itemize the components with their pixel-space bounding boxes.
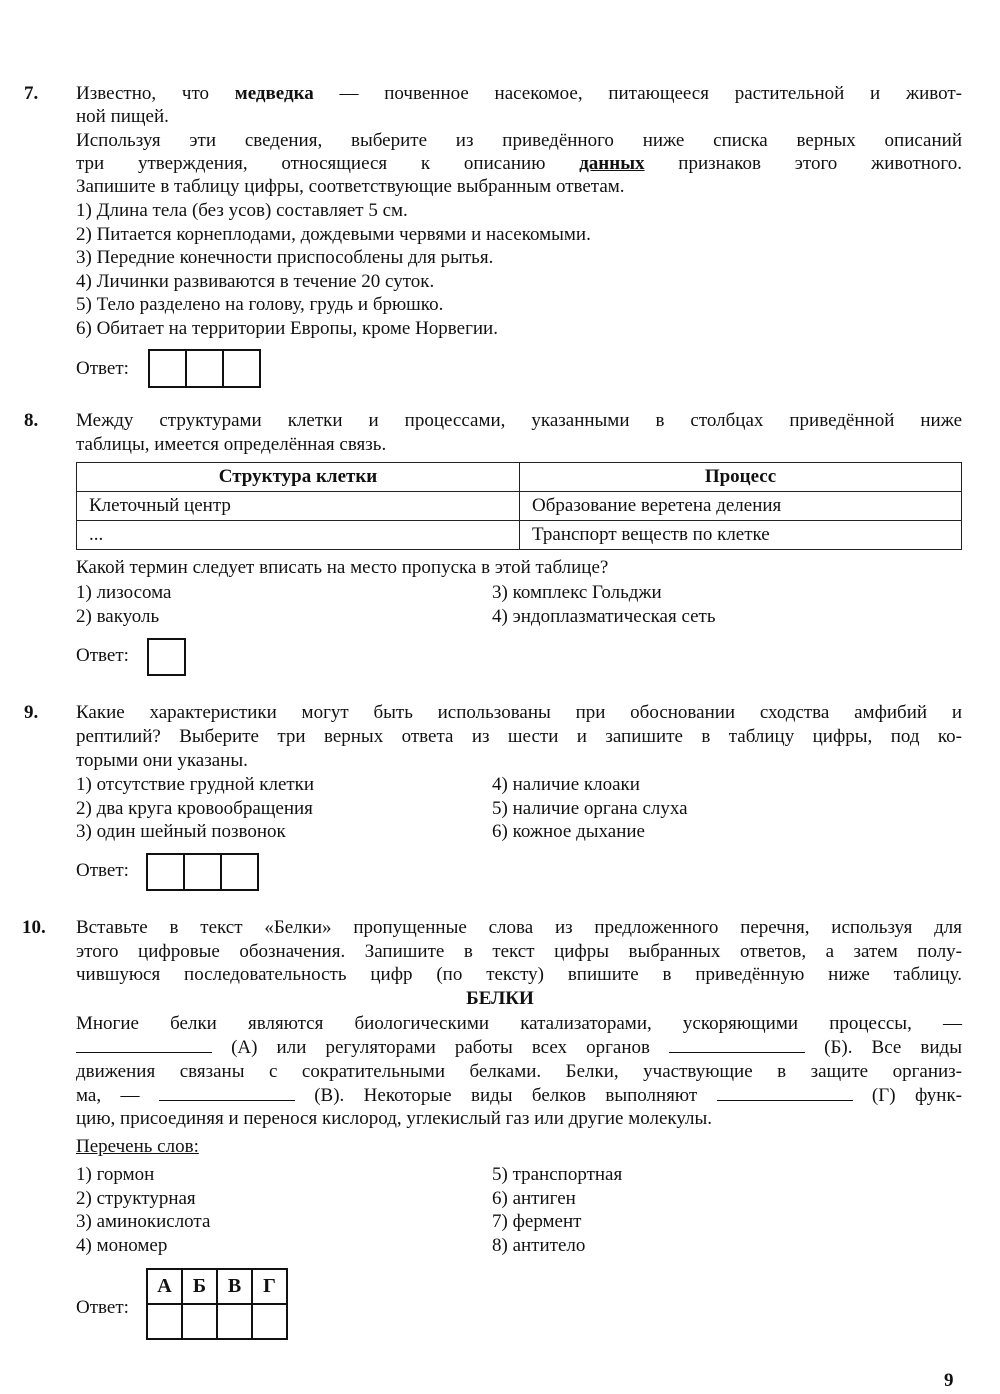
option: 6) антиген [492,1188,576,1209]
page-number: 9 [944,1370,954,1391]
option: 1) гормон [76,1164,155,1185]
option: 4) эндоплазматическая сеть [492,606,716,627]
option: 2) вакуоль [76,606,160,627]
option: 2) два круга кровообращения [76,798,313,819]
option: 4) Личинки развиваются в течение 20 суток. [76,271,435,292]
option: 5) Тело разделено на голову, грудь и брюшко. [76,294,444,315]
q9-line: рептилий? Выберите три верных ответа из шести и запишите в таблицу цифры, под ко- [76,726,962,747]
answer-boxes[interactable] [147,638,186,676]
answer-cell[interactable] [182,1304,217,1339]
answer-box[interactable] [148,855,185,889]
table-header: Процесс [520,463,962,492]
option: 7) фермент [492,1211,582,1232]
table-row [77,492,962,521]
text: (Б). Все виды [805,1037,962,1058]
q8-line: Между структурами клетки и процессами, указанными в столбцах приведённой ниже [76,410,962,431]
answer-boxes[interactable] [148,349,261,388]
blank-v[interactable] [159,1084,295,1101]
blank-b[interactable] [669,1036,805,1053]
q7-line: Запишите в таблицу цифры, соответствующие выбранным ответам. [76,176,625,197]
answer-box[interactable] [222,855,257,889]
text: — почвенное насекомое, питающееся растительной и живот- [313,83,962,104]
text: (А) или регуляторами работы всех органов [212,1037,670,1058]
answer-table[interactable] [146,1268,288,1340]
table-cell: ... [77,521,520,550]
q10-line: чившуюся последовательность цифр (по тексту) впишите в приведённую ниже таблицу. [76,964,962,985]
question-number: 9. [24,702,39,723]
q8-question: Какой термин следует вписать на место пропуска в этой таблице? [76,557,609,578]
text: ма, — [76,1085,159,1106]
option: 5) транспортная [492,1164,623,1185]
question-number: 7. [24,83,39,104]
answer-cell[interactable] [147,1304,182,1339]
answer-label: Ответ: [76,860,129,881]
answer-boxes[interactable] [146,853,259,891]
option: 1) отсутствие грудной клетки [76,774,315,795]
option: 6) кожное дыхание [492,821,645,842]
question-number: 8. [24,410,39,431]
answer-cell[interactable] [252,1304,287,1339]
answer-header: А [147,1269,182,1304]
bold-term: медведка [234,83,314,104]
option: 8) антитело [492,1235,586,1256]
q7-line [76,152,962,176]
q7-line: Используя эти сведения, выберите из приведённого ниже списка верных описаний [76,130,962,151]
q10-text-line: цию, присоединяя и перенося кислород, углекислый газ или другие молекулы. [76,1108,713,1129]
q7-line [76,82,962,106]
q7-line: ной пищей. [76,106,169,127]
answer-box[interactable] [149,640,184,674]
table-cell: Образование веретена деления [520,492,962,521]
option: 2) структурная [76,1188,196,1209]
blank-g[interactable] [717,1084,853,1101]
answer-box[interactable] [185,855,222,889]
answer-cell[interactable] [217,1304,252,1339]
q10-text-line: Многие белки являются биологическими катализаторами, ускоряющими процессы, — [76,1013,962,1034]
q10-text-line: движения связаны с сократительными белками. Белки, участвующие в защите организ- [76,1061,962,1082]
text: (Г) функ- [852,1085,963,1106]
question-number: 10. [22,917,46,938]
table-cell: Клеточный центр [77,492,520,521]
structure-process-table [76,462,962,550]
q8-line: таблицы, имеется определённая связь. [76,434,387,455]
q10-line: Вставьте в текст «Белки» пропущенные слова из предложенного перечня, используя для [76,917,962,938]
table-header: Структура клетки [77,463,520,492]
word-list-title: Перечень слов: [76,1136,199,1157]
answer-box[interactable] [224,351,259,386]
q9-line: Какие характеристики могут быть использованы при обосновании сходства амфибий и [76,702,962,723]
option: 1) Длина тела (без усов) составляет 5 см. [76,200,408,221]
option: 5) наличие органа слуха [492,798,688,819]
text: три утверждения, относящиеся к описанию [76,153,580,174]
table-row [77,521,962,550]
answer-box[interactable] [150,351,187,386]
option: 1) лизосома [76,582,172,603]
text: признаков этого животного. [644,153,962,174]
q10-line: этого цифровые обозначения. Запишите в текст цифры выбранных ответов, а затем полу- [76,941,962,962]
answer-header: Б [182,1269,217,1304]
text-title: БЕЛКИ [466,988,534,1009]
blank-a[interactable] [76,1036,212,1053]
option: 3) один шейный позвонок [76,821,286,842]
option: 2) Питается корнеплодами, дождевыми червями и насекомыми. [76,224,591,245]
option: 3) Передние конечности приспособлены для рытья. [76,247,494,268]
option: 3) аминокислота [76,1211,211,1232]
q9-line: торыми они указаны. [76,750,248,771]
option: 4) мономер [76,1235,168,1256]
bold-underlined-term: данных [579,153,645,174]
option: 3) комплекс Гольджи [492,582,662,603]
answer-header: Г [252,1269,287,1304]
option: 4) наличие клоаки [492,774,640,795]
answer-header: В [217,1269,252,1304]
table-cell: Транспорт веществ по клетке [520,521,962,550]
q10-text-line [76,1036,962,1060]
answer-label: Ответ: [76,358,129,379]
answer-box[interactable] [187,351,224,386]
text: (В). Некоторые виды белков выполняют [294,1085,717,1106]
answer-label: Ответ: [76,1297,129,1318]
q10-text-line [76,1084,962,1108]
option: 6) Обитает на территории Европы, кроме Норвегии. [76,318,498,339]
text: Известно, что [76,83,235,104]
answer-label: Ответ: [76,645,129,666]
